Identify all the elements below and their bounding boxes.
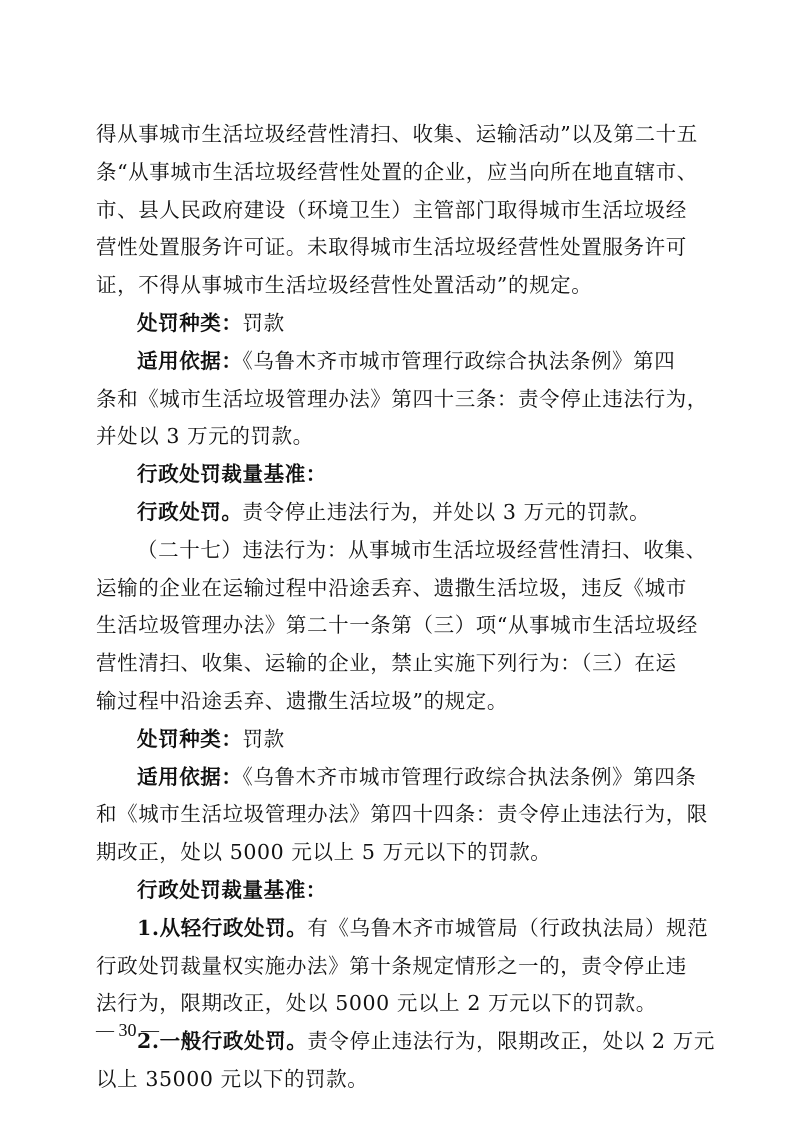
text-line: 法行为，限期改正，处以 5000 元以上 2 万元以下的罚款。: [96, 991, 657, 1016]
discretion-heading: 行政处罚裁量基准：: [137, 877, 327, 902]
discretion-heading: 行政处罚裁量基准：: [137, 462, 327, 487]
text-line: 以上 35000 元以下的罚款。: [96, 1066, 369, 1091]
general-penalty-line: 2.一般行政处罚。责令停止违法行为，限期改正，处以 2 万元: [137, 1029, 715, 1054]
text-line: 行政处罚裁量权实施办法》第十条规定情形之一的，责令停止违: [96, 953, 687, 978]
penalty-line: 行政处罚。责令停止违法行为，并处以 3 万元的罚款。: [137, 499, 651, 524]
text-line: 并处以 3 万元的罚款。: [96, 424, 314, 449]
text-line: 证，不得从事城市生活垃圾经营性处置活动”的规定。: [96, 273, 593, 298]
text-line: 条和《城市生活垃圾管理办法》第四十三条：责令停止违法行为，: [96, 386, 708, 411]
document-body: [96, 116, 715, 1099]
text-line: 市、县人民政府建设（环境卫生）主管部门取得城市生活垃圾经: [96, 197, 687, 222]
text-line: 营性处置服务许可证。未取得城市生活垃圾经营性处置服务许可: [96, 235, 687, 260]
page-number: — 30 —: [96, 1020, 159, 1040]
text-line: 生活垃圾管理办法》第二十一条第（三）项“从事城市生活垃圾经: [96, 613, 698, 638]
text-line: 和《城市生活垃圾管理办法》第四十四条：责令停止违法行为，限: [96, 802, 708, 827]
text-line: 条“从事城市生活垃圾经营性处置的企业，应当向所在地直辖市、: [96, 159, 698, 184]
text-line: 输过程中沿途丢弃、遗撒生活垃圾”的规定。: [96, 688, 508, 713]
text-line: 期改正，处以 5000 元以上 5 万元以下的罚款。: [96, 840, 552, 865]
penalty-type-line: 处罚种类：罚款: [137, 726, 285, 751]
legal-basis-line: 适用依据：《乌鲁木齐市城市管理行政综合执法条例》第四: [137, 348, 676, 373]
text-line: 营性清扫、收集、运输的企业，禁止实施下列行为：（三）在运: [96, 651, 677, 676]
text-line: 得从事城市生活垃圾经营性清扫、收集、运输活动”以及第二十五: [96, 122, 698, 146]
legal-basis-line: 适用依据：《乌鲁木齐市城市管理行政综合执法条例》第四条: [137, 764, 697, 789]
light-penalty-line: 1.从轻行政处罚。有《乌鲁木齐市城管局（行政执法局）规范: [137, 915, 709, 940]
violation-heading-line: （二十七）违法行为：从事城市生活垃圾经营性清扫、收集、: [137, 537, 707, 562]
penalty-type-line: 处罚种类：罚款: [137, 310, 285, 335]
text-line: 运输的企业在运输过程中沿途丢弃、遗撒生活垃圾，违反《城市: [96, 575, 687, 600]
